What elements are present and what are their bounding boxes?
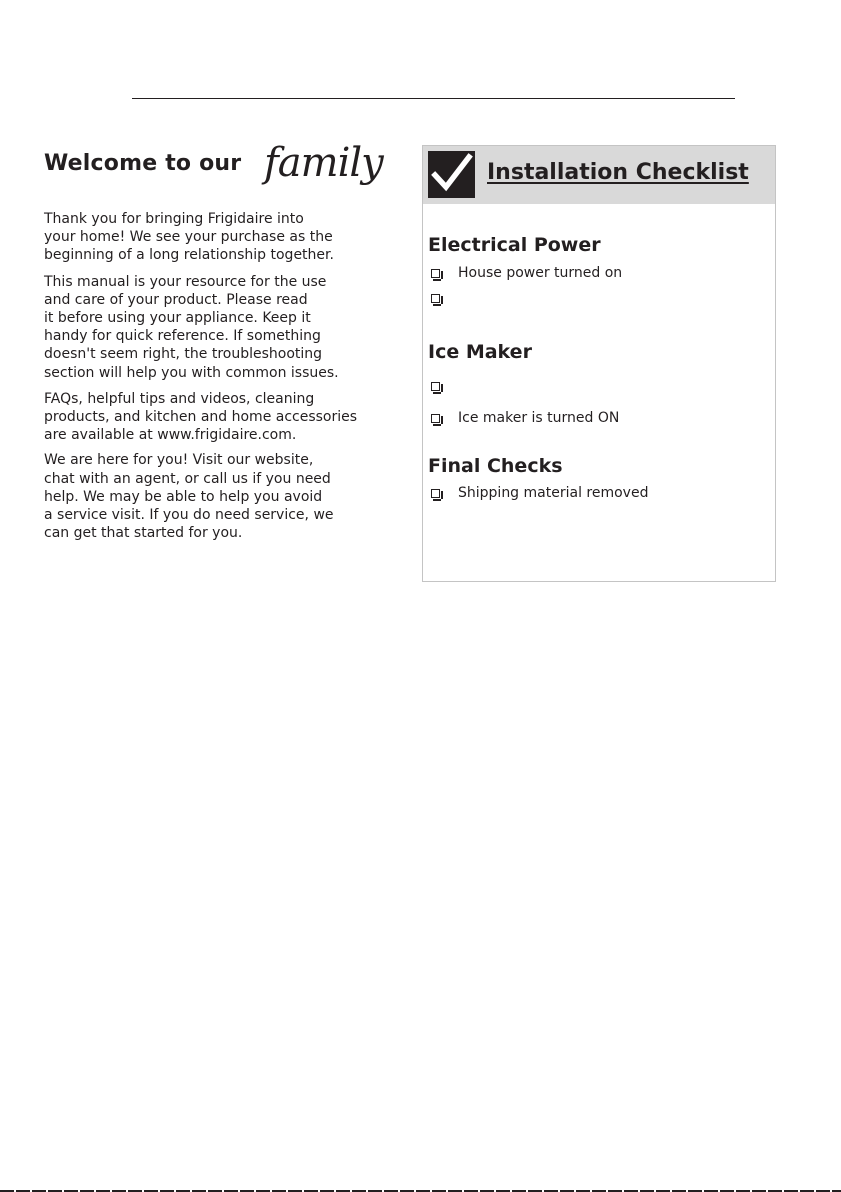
checkmark-icon [428,151,475,198]
intro-paragraph-thanks: Thank you for bringing Frigidaire into your home! We see your purchase as the beginning of a long relationship together. [44,211,334,264]
intro-paragraph-manual: This manual is your resource for the use and care of your product. Please read it before using your appliance. Keep it handy for quick reference. If something doesn't seem right, the troubleshooting section will help you with common issues. [44,273,339,381]
checklist-header [423,146,775,204]
installation-checklist [422,145,776,582]
checklist-title: Installation Checklist [487,160,749,185]
top-divider [132,98,735,99]
section-heading-electrical-power: Electrical Power [428,234,601,256]
checklist-item-label: House power turned on [458,265,623,281]
section-heading-final-checks: Final Checks [428,455,563,477]
intro-paragraph-support: We are here for you! Visit our website, chat with an agent, or call us if you need help. We may be able to help you avoid a service visit. If you do need service, we can get that started for you. [44,452,334,542]
checkbox-icon[interactable] [431,269,440,278]
checkbox-icon[interactable] [431,382,440,391]
checkbox-icon[interactable] [431,294,440,303]
checkbox-icon[interactable] [431,414,440,423]
intro-text [44,210,412,550]
welcome-heading [44,140,414,210]
welcome-script-word: family [264,140,383,186]
section-heading-ice-maker: Ice Maker [428,341,532,363]
checkbox-icon[interactable] [431,489,440,498]
intro-paragraph-faqs: FAQs, helpful tips and videos, cleaning products, and kitchen and home accessories are available at www.frigidaire.com. [44,390,358,444]
checklist-item-label: Ice maker is turned ON [458,410,620,426]
welcome-title: Welcome to our [44,151,242,176]
checklist-item-label: Shipping material removed [458,485,649,501]
